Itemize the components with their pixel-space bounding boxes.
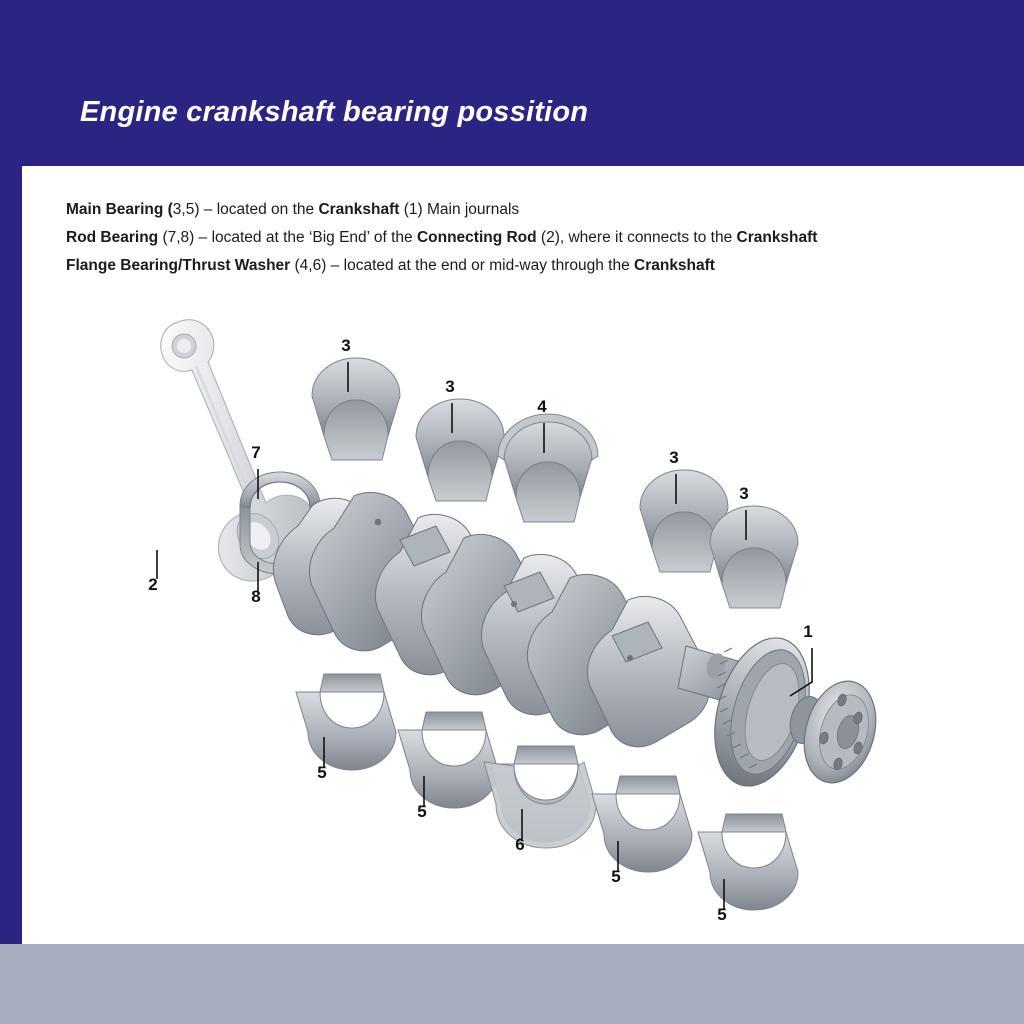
legend-line-main-bearing: Main Bearing (3,5) – located on the Crankshaft (1) Main journals xyxy=(66,201,520,218)
legend-text-block xyxy=(66,196,1006,280)
callout-number-c1: 1 xyxy=(803,622,813,641)
callout-number-c3a: 3 xyxy=(341,336,351,355)
exploded-diagram xyxy=(100,300,960,940)
page-title: Engine crankshaft bearing possition xyxy=(80,96,589,128)
callout-number-c4: 4 xyxy=(537,397,547,416)
header-bar xyxy=(0,0,1024,166)
callout-number-c3b: 3 xyxy=(445,377,455,396)
callout-number-c3c: 3 xyxy=(669,448,679,467)
legend-line-flange-bearing: Flange Bearing/Thrust Washer (4,6) – located at the end or mid-way through the Crankshaft xyxy=(66,257,715,274)
part-main-bearing-upper-4 xyxy=(710,506,798,608)
callout-number-c5a: 5 xyxy=(317,763,327,782)
part-main-bearing-upper-2 xyxy=(416,399,504,501)
callout-number-c3d: 3 xyxy=(739,484,749,503)
callout-number-c5c: 5 xyxy=(611,867,621,886)
callout-number-c7: 7 xyxy=(251,443,261,462)
left-accent-band xyxy=(0,0,22,1024)
callout-number-c5b: 5 xyxy=(417,802,427,821)
footer-band xyxy=(0,944,1024,1024)
callout-number-c2: 2 xyxy=(148,575,158,594)
part-main-bearing-lower-2 xyxy=(398,712,498,808)
part-main-bearing-lower-3 xyxy=(592,776,692,872)
part-flange-bearing-lower xyxy=(484,746,596,848)
callout-number-c6: 6 xyxy=(515,835,525,854)
part-flange-bearing-upper xyxy=(498,414,598,522)
callout-number-c5d: 5 xyxy=(717,905,727,924)
diagram-svg xyxy=(100,300,960,940)
part-main-bearing-lower-4 xyxy=(698,814,798,910)
callout-number-c8: 8 xyxy=(251,587,261,606)
legend-line-rod-bearing: Rod Bearing (7,8) – located at the ‘Big End’ of the Connecting Rod (2), where it connects to the Crankshaft xyxy=(66,229,818,246)
part-main-bearing-upper-1 xyxy=(312,358,400,460)
part-main-bearing-lower-1 xyxy=(296,674,396,770)
